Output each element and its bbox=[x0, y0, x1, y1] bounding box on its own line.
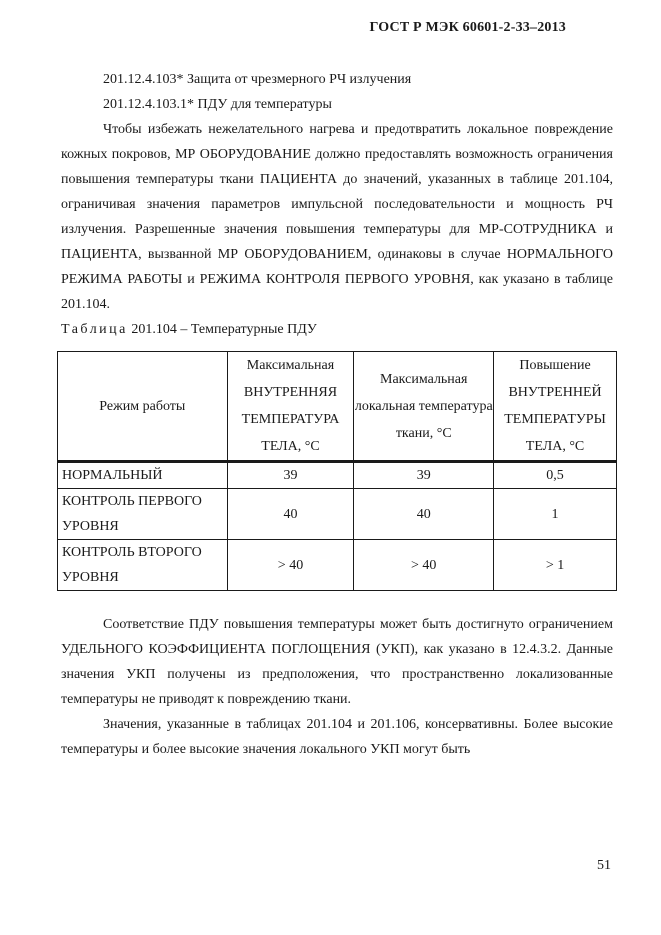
cell-mode: КОНТРОЛЬ ПЕРВОГО УРОВНЯ bbox=[58, 489, 228, 540]
table-row bbox=[58, 540, 617, 591]
cell-value: 0,5 bbox=[494, 462, 617, 489]
table-header-row bbox=[58, 352, 617, 462]
cell-mode: КОНТРОЛЬ ВТОРОГО УРОВНЯ bbox=[58, 540, 228, 591]
cell-value: 39 bbox=[227, 462, 354, 489]
cell-value: 40 bbox=[227, 489, 354, 540]
cell-value: 39 bbox=[354, 462, 494, 489]
section-heading-rf: 201.12.4.103* Защита от чрезмерного РЧ излучения bbox=[103, 72, 412, 87]
table-caption bbox=[61, 317, 613, 342]
header-max-internal-temp: Максимальная ВНУТРЕННЯЯ ТЕМПЕРАТУРА ТЕЛА, °С bbox=[227, 352, 354, 462]
table-row bbox=[58, 462, 617, 489]
cell-value: 40 bbox=[354, 489, 494, 540]
table-caption-text: 201.104 – Температурные ПДУ bbox=[127, 322, 317, 337]
page-header: ГОСТ Р МЭК 60601-2-33–2013 bbox=[369, 20, 566, 35]
paragraph-intro: Чтобы избежать нежелательного нагрева и предотвратить локальное повреждение кожных покровов, МР ОБОРУДОВАНИЕ должно предоставлять возможность ограничения повышения температуры ткани ПАЦИЕНТА до значений, указанных в таблице 201.104, ограничивая значения параметров импульсной последовательности и мощность РЧ излучения. Разрешенные значения повышения температуры для МР-СОТРУДНИКА и ПАЦИЕНТА, вызванной МР ОБОРУДОВАНИЕМ, одинаковы в случае НОРМАЛЬНОГО РЕЖИМА РАБОТЫ и РЕЖИМА КОНТРОЛЯ ПЕРВОГО УРОВНЯ, как указано в таблице 201.104. bbox=[61, 122, 613, 312]
cell-value: 1 bbox=[494, 489, 617, 540]
table-row bbox=[58, 489, 617, 540]
paragraph-compliance: Соответствие ПДУ повышения температуры может быть достигнуто ограничением УДЕЛЬНОГО КОЭФФИЦИЕНТА ПОГЛОЩЕНИЯ (УКП), как указано в 12.4.3.2. Данные значения УКП получены из предположения, что пространственно локализованные температуры не приводят к повреждению ткани. bbox=[61, 617, 613, 707]
temperature-limits-table bbox=[57, 351, 617, 591]
header-mode: Режим работы bbox=[58, 352, 228, 462]
document-body bbox=[61, 67, 613, 762]
header-max-local-temp: Максимальная локальная температура ткани, °С bbox=[354, 352, 494, 462]
cell-value: > 1 bbox=[494, 540, 617, 591]
cell-value: > 40 bbox=[354, 540, 494, 591]
cell-value: > 40 bbox=[227, 540, 354, 591]
cell-mode: НОРМАЛЬНЫЙ bbox=[58, 462, 228, 489]
paragraph-conservative: Значения, указанные в таблицах 201.104 и 201.106, консервативны. Более высокие температуры и более высокие значения локального УКП могут быть bbox=[61, 717, 613, 757]
header-internal-temp-rise: Повышение ВНУТРЕННЕЙ ТЕМПЕРАТУРЫ ТЕЛА, °С bbox=[494, 352, 617, 462]
page-number: 51 bbox=[597, 858, 611, 873]
table-caption-label: Таблица bbox=[61, 322, 128, 337]
section-heading-temperature: 201.12.4.103.1* ПДУ для температуры bbox=[103, 97, 332, 112]
